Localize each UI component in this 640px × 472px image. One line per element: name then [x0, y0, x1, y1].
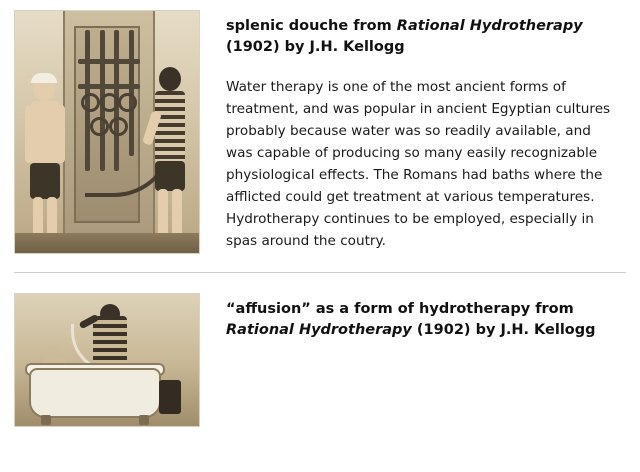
- caption-title-italic: Rational Hydrotherapy: [226, 322, 412, 339]
- photo-affusion: [14, 293, 200, 427]
- caption-splenic-douche: [226, 16, 620, 58]
- caption-title-italic: Rational Hydrotherapy: [396, 18, 583, 34]
- trunks-shape: [155, 161, 185, 191]
- cap-shape: [31, 73, 57, 83]
- body-text-hydrotherapy: Water therapy is one of the most ancient forms of treatment, and was popular in ancient Egyptian cultures probably because water was so readily available, and was capable of producing so many easily recognizable physiological effects. The Romans had baths where the afflicted could get treatment at various temperatures. Hydrotherapy continues to be employed, especially in spas around the coutry.: [226, 79, 611, 250]
- torso-shape: [31, 101, 59, 165]
- section-divider: [14, 272, 626, 273]
- tub-foot-shape: [139, 415, 149, 425]
- floor-shape: [15, 233, 199, 253]
- caption-affusion: [226, 299, 620, 341]
- tub-foot-shape: [41, 415, 51, 425]
- arm-shape: [25, 105, 33, 163]
- content-splenic-douche: [200, 10, 626, 252]
- entry-affusion: [14, 293, 626, 427]
- arm-shape: [57, 105, 65, 163]
- pipe-icon: [78, 59, 141, 64]
- caption-prefix: splenic douche from: [226, 18, 397, 34]
- figure-affusion: [14, 293, 200, 427]
- stool-shape: [159, 380, 181, 414]
- head-shape: [46, 346, 60, 360]
- bathtub-shape: [29, 368, 161, 418]
- figure-person-left: [25, 73, 65, 253]
- entry-splenic-douche: [14, 10, 626, 254]
- caption-prefix: “affusion” as a form of hydrotherapy from: [226, 301, 574, 317]
- valve-icon: [100, 93, 119, 112]
- caption-suffix: (1902) by J.H. Kellogg: [411, 322, 596, 339]
- trunks-shape: [30, 163, 60, 199]
- caption-suffix: (1902) by J.H. Kellogg: [226, 39, 405, 56]
- content-affusion: [200, 293, 626, 341]
- figure-person-right: [147, 67, 191, 253]
- head-shape: [159, 67, 181, 91]
- striped-suit-shape: [155, 91, 185, 163]
- figure-splenic-douche: [14, 10, 200, 254]
- pipe-icon: [78, 84, 141, 89]
- photo-splenic-douche: [14, 10, 200, 254]
